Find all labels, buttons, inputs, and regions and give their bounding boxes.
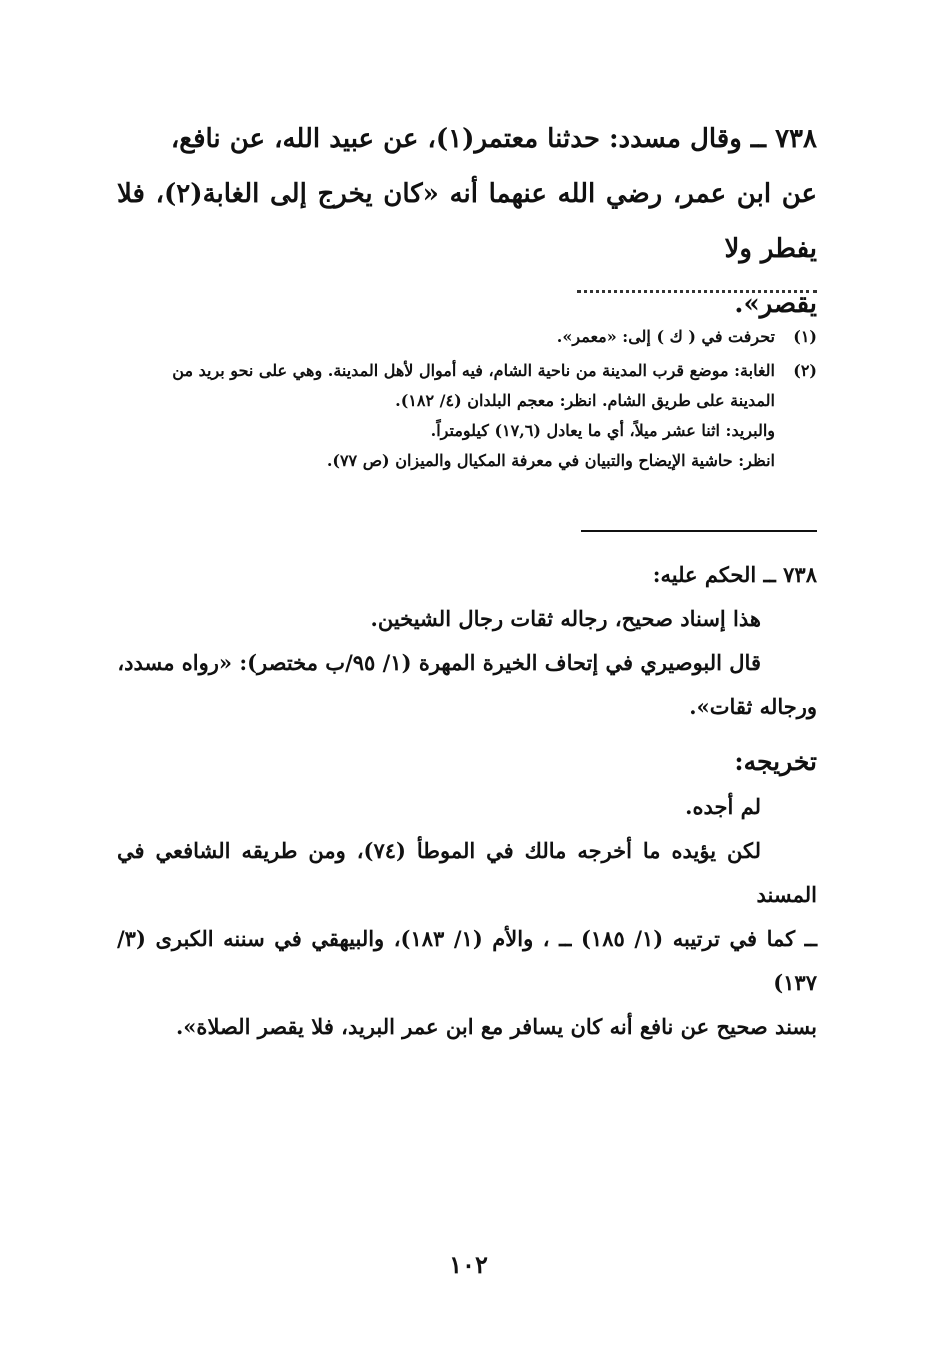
paragraph: هذا إسناد صحيح، رجاله ثقات رجال الشيخين. <box>370 606 761 631</box>
footnote-2 <box>77 356 817 476</box>
main-line: يقصر». <box>734 289 817 319</box>
paragraph: قال البوصيري في إتحاف الخيرة المهرة (١/ ٩٥/ب مختصر): «رواه مسدد، <box>117 650 761 675</box>
footnote-number: (١) <box>793 327 817 346</box>
footnote-text: والبريد: اثنا عشر ميلاً، أي ما يعادل (١٧,٦) كيلومتراً. <box>430 421 775 440</box>
footnote-text: الغابة: موضع قرب المدينة من ناحية الشام، فيه أموال لأهل المدينة. وهي على نحو بريد من <box>172 361 775 380</box>
footnote-text: تحرفت في ( ك ) إلى: «معمر». <box>556 327 775 346</box>
main-line: ٧٣٨ ــ وقال مسدد: حدثنا معتمر(١)، عن عبيد الله، عن نافع، <box>170 124 817 154</box>
takhrij-section <box>117 785 817 1049</box>
paragraph: بسند صحيح عن نافع أنه كان يسافر مع ابن عمر البريد، فلا يقصر الصلاة». <box>176 1014 817 1039</box>
footnote-separator-dots <box>577 290 817 295</box>
footnote-text: المدينة على طريق الشام. انظر: معجم البلدان (٤/ ١٨٢). <box>395 391 775 410</box>
paragraph: ورجاله ثقات». <box>689 694 817 719</box>
page-number: ١٠٢ <box>449 1250 488 1279</box>
paragraph: ــ كما في ترتيبه (١/ ١٨٥) ــ ، والأم (١/ ١٨٣)، والبيهقي في سننه الكبرى (٣/ ١٣٧) <box>117 926 817 995</box>
main-line: عن ابن عمر، رضي الله عنهما أنه «كان يخرج إلى الغابة(٢)، فلا يفطر ولا <box>117 179 818 264</box>
hukm-section <box>117 553 817 729</box>
footnote-number: (٢) <box>793 361 817 380</box>
footnote-text: انظر: حاشية الإيضاح والتبيان في معرفة المكيال والميزان (ص ٧٧). <box>326 451 775 470</box>
section-divider <box>581 530 817 532</box>
takhrij-heading: تخريجه: <box>734 747 817 776</box>
paragraph: لكن يؤيده ما أخرجه مالك في الموطأ (٧٤)، ومن طريقه الشافعي في المسند <box>117 838 817 907</box>
paragraph: لم أجده. <box>685 794 761 819</box>
footnote-1 <box>77 322 817 352</box>
section-heading: ٧٣٨ ــ الحكم عليه: <box>652 562 817 587</box>
main-hadith-text <box>117 112 817 332</box>
